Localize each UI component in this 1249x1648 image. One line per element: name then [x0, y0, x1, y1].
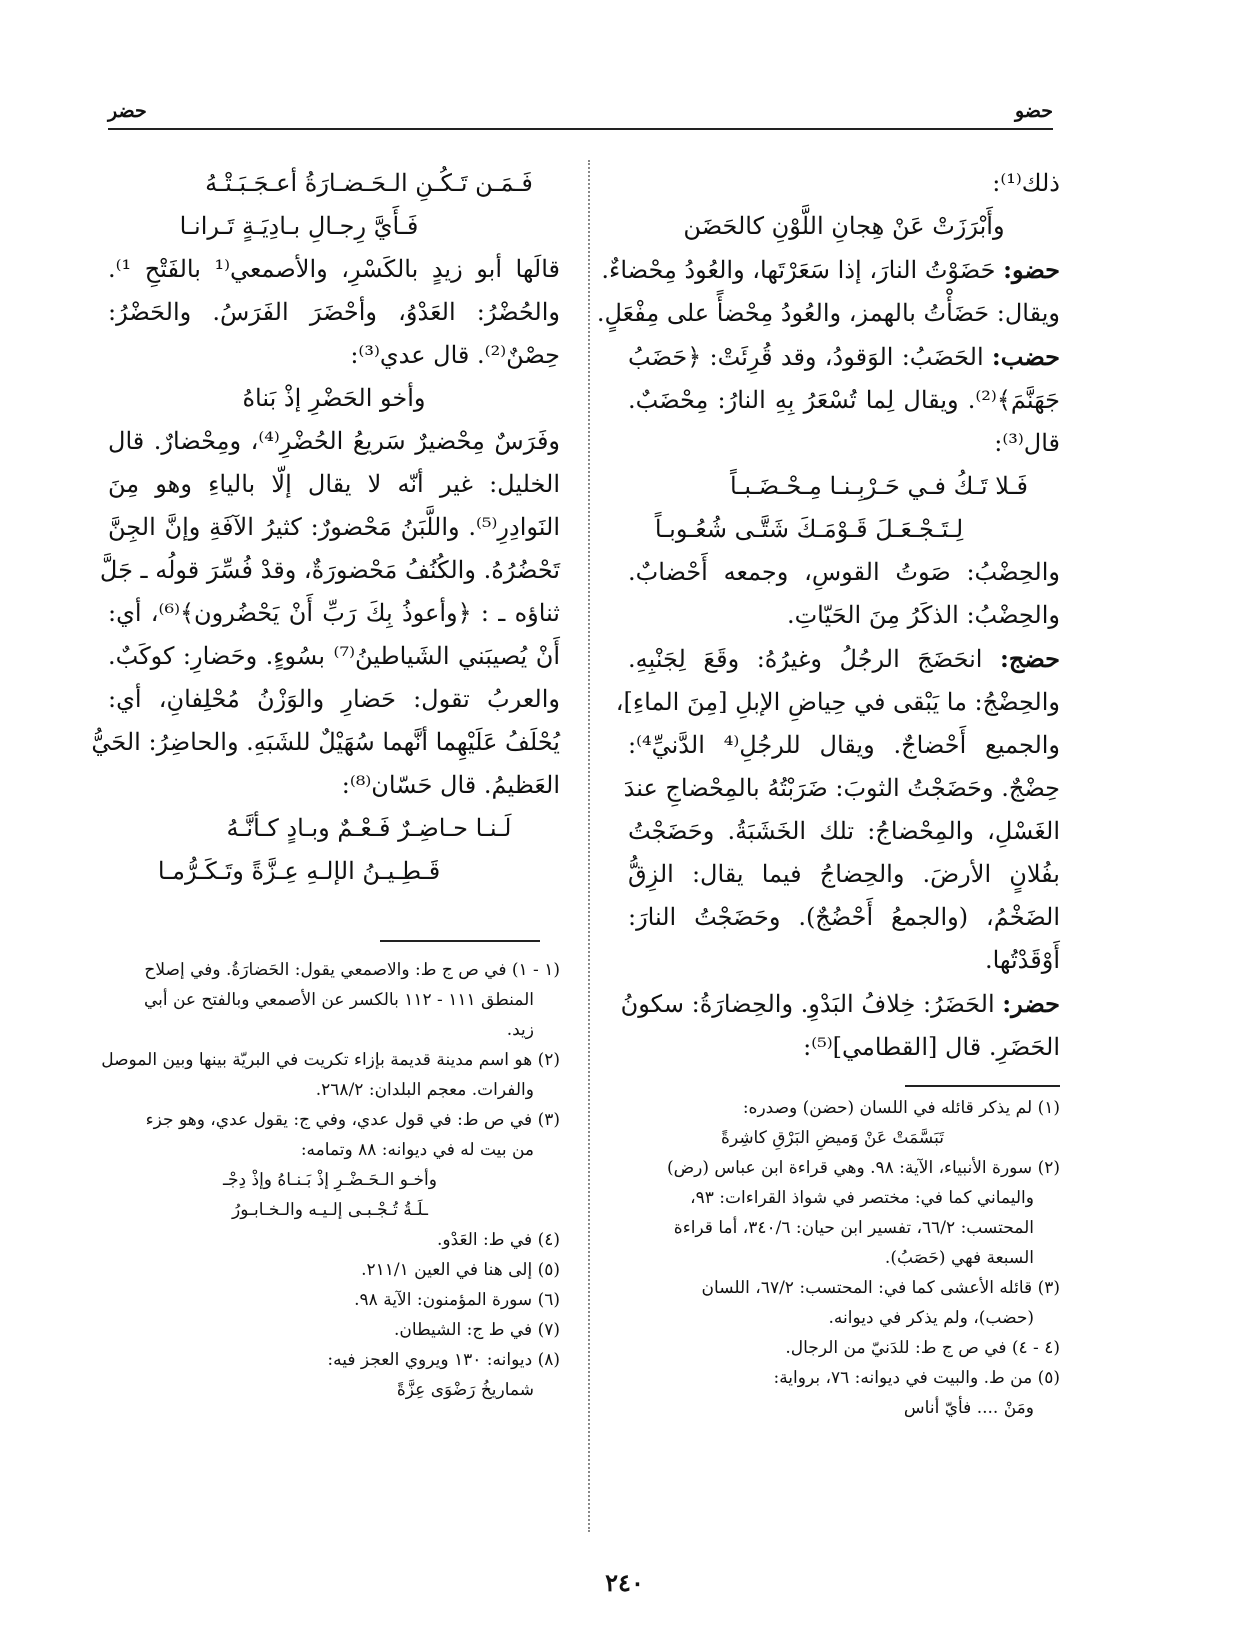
footnote-line — [605, 1093, 1060, 1123]
line-text: حَضَوْتُ النارَ، إذا سَعَرْتَها، والعُودُ مِحْضاءٌ. — [601, 256, 1004, 284]
text-line — [596, 292, 1060, 335]
line-text: تَبَسَّمَتْ عَنْ وَميضِ البَرْقِ كاشِرةً — [721, 1128, 944, 1148]
verse-line — [108, 377, 560, 420]
line-text: والحُضْرُ: العَدْوُ، وأحْضَرَ الفَرَسُ. والحَضْرُ: — [108, 298, 560, 326]
page-number: ٢٤٠ — [605, 1568, 644, 1597]
line-text: والحِضْجُ: ما يَبْقى في حِياضِ الإبلِ [مِنَ الماءِ]، — [615, 688, 1060, 716]
line-text: والفرات. معجم البلدان: ٢٦٨/٢. — [315, 1080, 534, 1100]
headword: حضر: — [1002, 989, 1060, 1018]
line-text: الحَضَرُ: خِلافُ البَدْوِ. والحِضارَةُ: سكونُ — [620, 990, 1003, 1018]
left-footnotes — [100, 955, 560, 1405]
line-text: والحِضْبُ: صَوتُ القوسِ، وجمعه أَحْضابٌ. — [628, 558, 1060, 586]
line-text: الخليل: غير أنّه لا يقال إلّا بالياءِ وهو مِنَ — [108, 470, 560, 498]
line-text: شماريخُ رَضْوَى عِزَّةً — [396, 1380, 534, 1400]
running-header — [108, 100, 1053, 128]
line-text: من بيت له في ديوانه: ٨٨ وتمامه: — [300, 1140, 534, 1160]
footnote-line — [605, 1363, 1060, 1393]
line-text: الحَضَبُ: الوَقودُ، وقد قُرِئَتْ: ﴿حَضَبُ — [628, 343, 992, 371]
footnote-line — [100, 1015, 560, 1045]
footnote-line — [100, 1135, 560, 1165]
line-text: تَحْضُرُهُ. والكُنُفُ مَحْضورَةٌ، وقدْ فُسِّرَ قولُه ـ جَلَّ — [99, 556, 560, 584]
text-line — [628, 637, 1060, 681]
line-text: والجميع أَحْضاجٌ. ويقال للرجُلِ⁽⁴ الدَّنيِّ⁴⁾: — [628, 731, 1061, 759]
line-text: حِضْجٌ. وحَضَجْتُ الثوبَ: ضَرَبْتُهُ بالمِحْضاجِ عندَ — [623, 774, 1060, 802]
text-line — [108, 678, 560, 721]
line-text: ومَنْ .... فأيّ أناس — [903, 1398, 1034, 1418]
text-line — [628, 853, 1060, 896]
right-footnotes — [605, 1093, 1060, 1423]
line-text: النَوادِرِ⁽⁵⁾. واللَّبَنُ مَحْضورٌ: كثيرُ الآفَةِ وإنَّ الجِنَّ — [108, 513, 560, 541]
text-line — [628, 335, 1060, 379]
line-text: (٤ - ٤) في ص ج ط: للدَنيّ من الرجال. — [785, 1338, 1060, 1358]
header-rule — [108, 128, 1053, 130]
line-text: (١) لم يذكر قائله في اللسان (حضن) وصدره: — [742, 1098, 1060, 1118]
footnote-verse — [100, 1165, 560, 1195]
right-column — [596, 162, 1061, 1069]
text-line — [108, 635, 560, 678]
footnote-line — [605, 1393, 1060, 1423]
footnote-verse — [100, 1195, 560, 1225]
text-line — [628, 939, 1060, 982]
text-line — [108, 764, 560, 807]
footnote-line — [605, 1153, 1060, 1183]
line-text: (حضب)، ولم يذكر في ديوانه. — [828, 1308, 1034, 1328]
line-text: فَـمَـن تَـكُـنِ الـحَـضـارَةُ أعـجَـبَـتْـهُ — [205, 169, 533, 197]
footnote-line — [605, 1333, 1060, 1363]
verse-line — [108, 850, 560, 893]
line-text: (٢) سورة الأنبياء، الآية: ٩٨. وهي قراءة ابن عباس (رض) — [666, 1158, 1060, 1178]
line-text: انحَضَجَ الرجُلُ وغيرُهُ: وقَعَ لِجَنْبِهِ. — [628, 645, 1000, 673]
line-text: ثناؤه ـ : ﴿وأعوذُ بِكَ رَبِّ أَنْ يَحْضُرون﴾⁽⁶⁾، أي: — [108, 599, 560, 627]
footnote-line — [605, 1303, 1060, 1333]
line-text: وفَرَسٌ مِحْضيرٌ سَريعُ الحُضْرِ⁽⁴⁾، ومِحْضارٌ. قال — [108, 427, 560, 455]
text-line — [601, 248, 1060, 292]
line-text: وأخـو الـحَـضْـرِ إذْ بَـنـاهُ وإذْ دِجْـ — [223, 1170, 437, 1190]
line-text: المحتسب: ٦٦/٢، تفسير ابن حيان: ٣٤٠/٦، أما قراءة — [673, 1218, 1034, 1238]
text-line — [628, 551, 1060, 594]
headword: حضو: — [1003, 255, 1060, 284]
text-line — [628, 379, 1060, 422]
line-text: (٢) هو اسم مدينة قديمة بإزاء تكريت في البريّة بينها وبين الموصل — [101, 1050, 560, 1070]
line-text: قالَها أبو زيدٍ بالكَسْرِ، والأصمعي⁽¹ بالفَتْحِ ¹⁾. — [108, 255, 561, 283]
line-text: والعربُ تقول: حَضارِ والوَزْنُ مُحْلِفانِ، أي: — [108, 685, 560, 713]
verse-line — [108, 807, 560, 850]
line-text: ذلك⁽¹⁾: — [992, 169, 1060, 197]
footnote-line — [100, 955, 560, 985]
line-text: لَـنـا حـاضِـرٌ فَـعْـمٌ وبـادٍ كـأنَّـهُ — [226, 814, 512, 842]
text-line — [623, 767, 1060, 810]
footnote-line — [605, 1273, 1060, 1303]
line-text: واليماني كما في: مختصر في شواذ القراءات: ٩٣، — [690, 1188, 1034, 1208]
verse-line — [108, 162, 560, 205]
line-text: (٥) من ط. والبيت في ديوانه: ٧٦، برواية: — [773, 1368, 1060, 1388]
text-line — [628, 594, 1060, 637]
line-text: الحَضَرِ. قال [القطامي]⁽⁵⁾: — [803, 1033, 1060, 1061]
footnote-line — [100, 1315, 560, 1345]
verse-line — [628, 508, 1060, 551]
line-text: الضَخْمُ، (والجمعُ أَحْضُجٌ). وحَضَجْتُ النارَ: — [628, 903, 1060, 931]
line-text: (٥) إلى هنا في العين ٢١١/١. — [361, 1260, 560, 1280]
text-line — [620, 982, 1060, 1026]
footnote-line — [100, 985, 560, 1015]
text-line — [628, 810, 1060, 853]
headword: حضب: — [991, 342, 1060, 371]
line-text: (٣) في ص ط: في قول عدي، وفي ج: يقول عدي، وهو جزء — [145, 1110, 560, 1130]
verse-line — [628, 205, 1060, 248]
text-line — [628, 162, 1060, 205]
line-text: ـلَـةُ تُـجْـبـى إلـيـه والـخـابـورُ — [232, 1200, 428, 1220]
text-line — [108, 506, 560, 549]
footnote-line — [100, 1225, 560, 1255]
headword: حضج: — [1000, 644, 1060, 673]
line-text: يُحْلَفُ عَلَيْهِما أنَّهما سُهَيْلٌ للشَبَهِ. والحاضِرُ: الحَيُّ — [91, 728, 560, 756]
line-text: (٨) ديوانه: ١٣٠ ويروي العجز فيه: — [327, 1350, 560, 1370]
line-text: ويقال: حَضَأْتُ بالهمز، والعُودُ مِحْضأً على مِفْعَلٍ. — [596, 299, 1060, 327]
verse-line — [108, 205, 560, 248]
text-line — [99, 549, 560, 592]
line-text: أَوْقَدْتُها. — [984, 946, 1060, 974]
footnote-line — [100, 1285, 560, 1315]
footnote-line — [100, 1345, 560, 1375]
line-text: قَـطِـيـنُ الإلـهِ عِـزَّةً وتَـكَـرُّمـا — [157, 857, 441, 885]
line-text: والحِضْبُ: الذكَرُ مِنَ الحَيّاتِ. — [786, 601, 1060, 629]
line-text: المنطق ١١١ - ١١٢ بالكسر عن الأصمعي وبالفتح عن أبي — [143, 990, 534, 1010]
text-line — [628, 1026, 1060, 1069]
text-line — [628, 422, 1060, 465]
line-text: (٦) سورة المؤمنون: الآية ٩٨. — [354, 1290, 560, 1310]
line-text: السبعة فهي (حَصَبُ). — [884, 1248, 1034, 1268]
line-text: زيد. — [506, 1020, 534, 1040]
line-text: فَـأَيَّ رِجـالِ بـادِيَـةٍ تَـرانـا — [179, 212, 419, 240]
line-text: فَـلا تَـكُ فـي حَـرْبِـنـا مِـحْـضَـبـاً — [729, 472, 1029, 500]
line-text: قال⁽³⁾: — [994, 429, 1060, 457]
footnote-line — [100, 1105, 560, 1135]
line-text: بفُلانٍ الأرضَ. والحِضاجُ فيما يقال: الزِقُّ — [628, 860, 1060, 888]
text-line — [615, 681, 1060, 724]
text-line — [91, 721, 560, 764]
header-left-word: حضر — [108, 100, 147, 122]
text-line — [108, 463, 560, 506]
line-text: (٤) في ط: العَدْو. — [436, 1230, 560, 1250]
line-text: أَنْ يُصيبَني الشَياطينُ⁽⁷⁾ بسُوءٍ. وحَضارِ: كوكَبٌ. — [108, 642, 561, 670]
line-text: (١ - ١) في ص ج ط: والاصمعي يقول: الحَضارَةُ. وفي إصلاح — [144, 960, 560, 980]
left-footnote-rule — [380, 940, 540, 942]
text-line — [628, 896, 1060, 939]
verse-line — [628, 465, 1060, 508]
text-line — [108, 334, 560, 377]
footnote-line — [605, 1183, 1060, 1213]
footnote-line — [100, 1045, 560, 1075]
footnote-verse — [605, 1123, 1060, 1153]
text-line — [108, 248, 560, 291]
header-right-word: حضو — [1014, 100, 1053, 122]
line-text: لِـتَـجْـعَـلَ قَـوْمَـكَ شَتَّـى شُعُـوبـاً — [654, 515, 964, 543]
footnote-line — [100, 1075, 560, 1105]
footnote-line — [100, 1255, 560, 1285]
line-text: (٣) قائله الأعشى كما في: المحتسب: ٦٧/٢، اللسان — [701, 1278, 1060, 1298]
footnote-line — [100, 1375, 560, 1405]
line-text: وأخو الحَضْرِ إذْ بَناهُ — [242, 384, 426, 412]
right-footnote-rule — [905, 1085, 1060, 1087]
line-text: الغَسْلِ، والمِحْضاجُ: تلك الخَشَبَةُ. وحَضَجْتُ — [628, 817, 1060, 845]
line-text: (٧) في ط ج: الشيطان. — [394, 1320, 560, 1340]
footnote-line — [605, 1243, 1060, 1273]
footnote-line — [605, 1213, 1060, 1243]
text-line — [108, 420, 560, 463]
line-text: حِصْنٌ⁽²⁾. قال عدي⁽³⁾: — [350, 341, 560, 369]
text-line — [628, 724, 1060, 767]
text-line — [108, 291, 560, 334]
line-text: وأَبْرَزَتْ عَنْ هِجانِ اللَّوْنِ كالحَضَن — [683, 212, 1005, 240]
line-text: العَظيمُ. قال حَسّان⁽⁸⁾: — [341, 771, 560, 799]
line-text: جَهَنَّمَ﴾⁽²⁾. ويقال لِما تُسْعَرُ بِهِ النارُ: مِحْضَبٌ. — [628, 386, 1060, 414]
text-line — [108, 592, 560, 635]
left-column — [91, 162, 561, 893]
column-divider — [588, 160, 590, 1532]
